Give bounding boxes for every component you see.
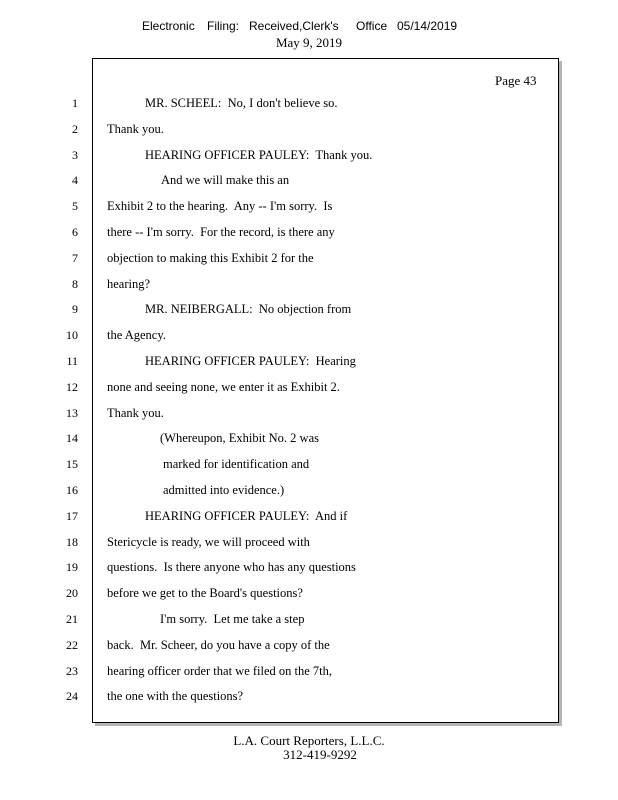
line-text: MR. NEIBERGALL: No objection from [145, 302, 352, 316]
line-number: 2 [72, 122, 78, 136]
hearing-date: May 9, 2019 [275, 35, 343, 50]
line-number: 5 [72, 199, 78, 213]
line-number: 23 [66, 664, 78, 678]
line-text: before we get to the Board's questions? [107, 586, 303, 600]
line-text: objection to making this Exhibit 2 for the [107, 251, 314, 265]
line-text: (Whereupon, Exhibit No. 2 was [160, 431, 319, 445]
line-text: back. Mr. Scheer, do you have a copy of the [107, 638, 330, 652]
line-number: 3 [72, 148, 78, 162]
line-text: the Agency. [107, 328, 166, 342]
line-text: none and seeing none, we enter it as Exhibit 2. [107, 380, 340, 394]
stamp-filing: Filing: [207, 19, 240, 33]
line-number: 4 [72, 173, 78, 187]
line-text: Exhibit 2 to the hearing. Any -- I'm sorry. Is [107, 199, 333, 213]
line-number: 16 [66, 483, 78, 497]
line-number: 15 [66, 457, 78, 471]
line-text: hearing? [107, 277, 151, 291]
line-number: 22 [66, 638, 78, 652]
stamp-electronic: Electronic [142, 19, 195, 33]
line-number: 20 [66, 586, 78, 600]
line-number: 18 [66, 535, 78, 549]
line-text: admitted into evidence.) [163, 483, 285, 497]
line-number: 19 [66, 560, 78, 574]
line-text: there -- I'm sorry. For the record, is there any [107, 225, 335, 239]
footer-phone: 312-419-9292 [283, 747, 357, 762]
line-text: I'm sorry. Let me take a step [160, 612, 305, 626]
line-text: the one with the questions? [107, 689, 244, 703]
line-text: MR. SCHEEL: No, I don't believe so. [145, 96, 338, 110]
line-number: 6 [72, 225, 78, 239]
line-number: 8 [72, 277, 78, 291]
line-number: 1 [72, 96, 78, 110]
line-text: HEARING OFFICER PAULEY: And if [145, 509, 348, 523]
line-text: HEARING OFFICER PAULEY: Hearing [145, 354, 356, 368]
line-number: 24 [66, 689, 78, 703]
line-text: Thank you. [107, 406, 164, 420]
line-number: 13 [66, 406, 78, 420]
line-number: 17 [66, 509, 78, 523]
line-text: marked for identification and [163, 457, 310, 471]
line-number: 21 [66, 612, 78, 626]
line-number: 11 [66, 354, 78, 368]
line-number: 9 [72, 302, 78, 316]
footer-company: L.A. Court Reporters, L.L.C. [233, 733, 385, 748]
stamp-office: Office [356, 19, 388, 33]
line-text: Thank you. [107, 122, 164, 136]
line-number: 10 [66, 328, 78, 342]
line-text: Stericycle is ready, we will proceed with [107, 535, 310, 549]
line-number: 7 [72, 251, 78, 265]
line-text: hearing officer order that we filed on the 7th, [107, 664, 333, 678]
filing-stamp [0, 19, 618, 33]
line-text: questions. Is there anyone who has any questions [107, 560, 356, 574]
line-number: 14 [66, 431, 78, 445]
stamp-date: 05/14/2019 [397, 19, 458, 33]
line-number: 12 [66, 380, 78, 394]
line-text: HEARING OFFICER PAULEY: Thank you. [145, 148, 373, 162]
line-text: And we will make this an [161, 173, 290, 187]
stamp-received-clerks: Received,Clerk's [249, 19, 339, 33]
page-number: Page 43 [495, 73, 537, 88]
